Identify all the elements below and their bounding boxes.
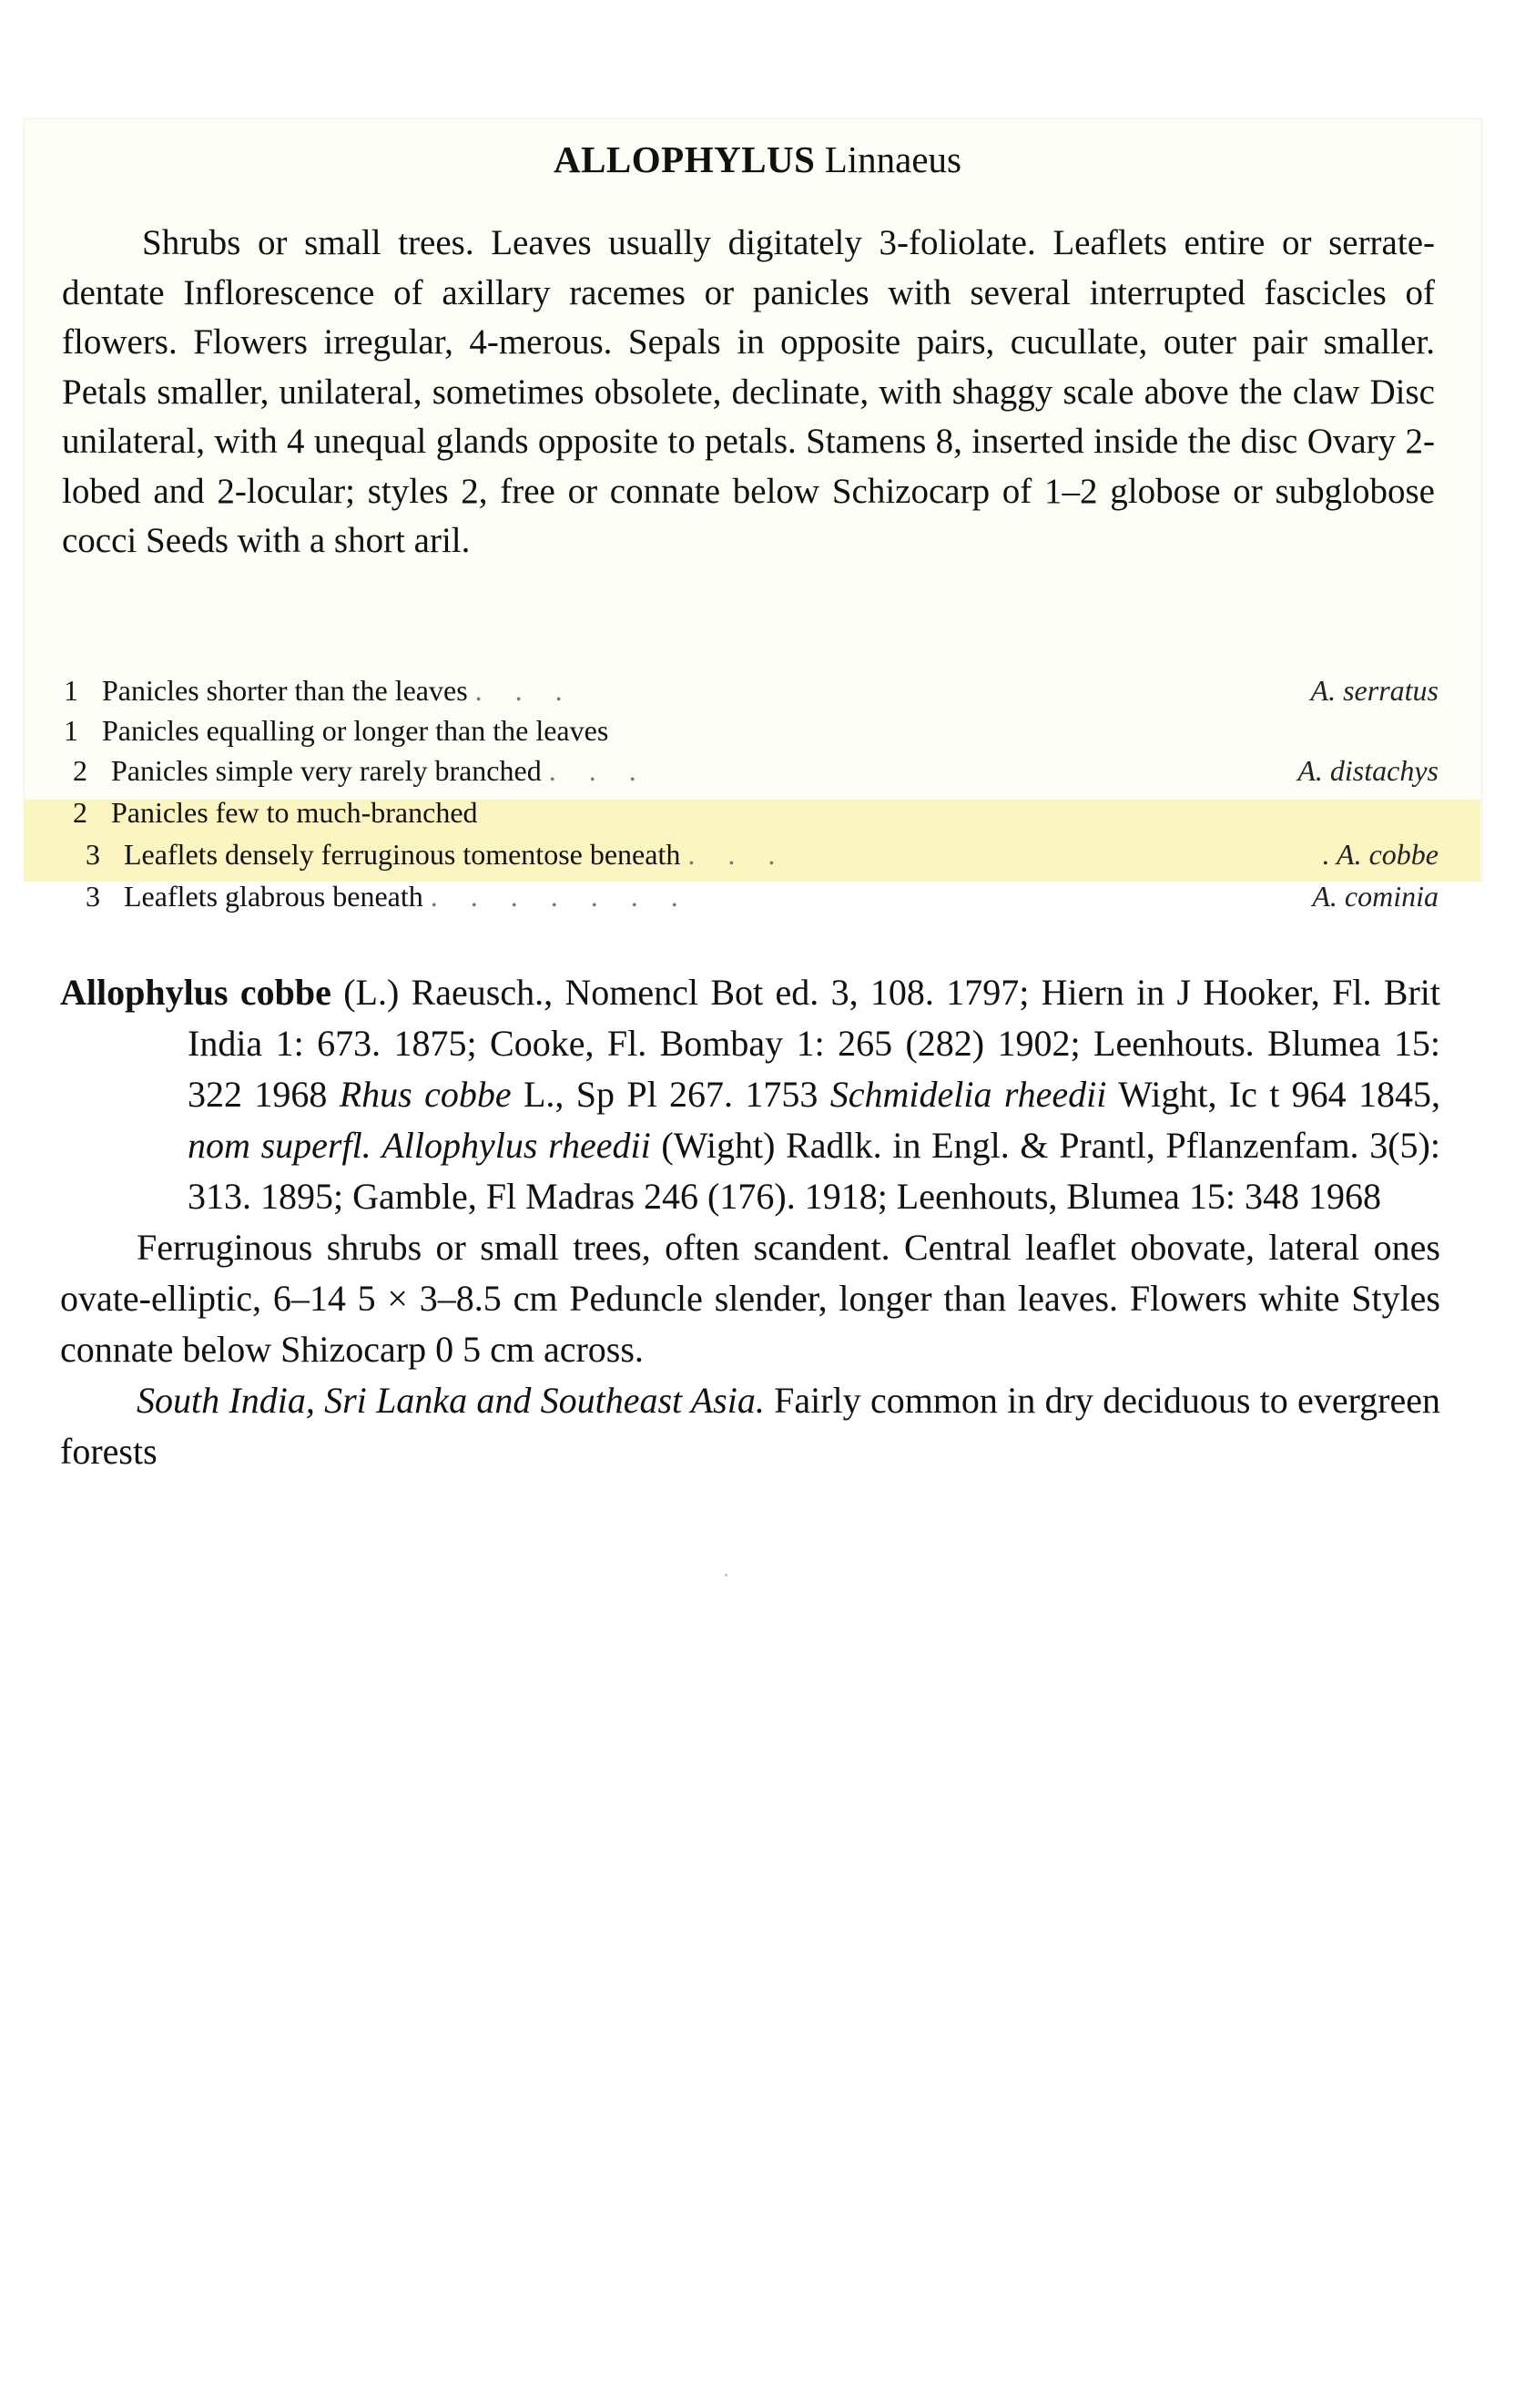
key-row — [73, 792, 1439, 832]
key-text: Panicles equalling or longer than the leaves — [102, 714, 609, 747]
key-result: A. distachys — [1297, 754, 1439, 787]
key-result: A. serratus — [1310, 674, 1439, 707]
key-row — [64, 670, 1439, 710]
key-number: 3 — [86, 838, 100, 871]
genus-heading — [0, 137, 1515, 182]
distribution-habitat: Fairly common in dry deciduous to evergreen forests — [60, 1380, 1440, 1472]
key-leader-dots: . . . . . . . — [430, 880, 691, 913]
synonym-name: Rhus cobbe — [339, 1074, 512, 1115]
key-leader-dots: . . . — [548, 754, 649, 787]
key-leader-dots: . . . — [687, 838, 788, 871]
key-result: . A. cobbe — [1322, 838, 1439, 871]
key-leader-dots: . . . — [474, 674, 575, 707]
species-name: Allophylus cobbe — [60, 972, 331, 1013]
key-number: 2 — [73, 754, 87, 787]
species-treatment — [60, 967, 1440, 1477]
key-row — [86, 834, 1439, 874]
species-distribution — [60, 1375, 1440, 1477]
key-result: A. cominia — [1312, 880, 1439, 913]
key-row — [86, 876, 1439, 916]
species-citation — [60, 967, 1440, 1222]
key-number: 1 — [64, 714, 78, 747]
key-row — [73, 750, 1439, 791]
genus-description: Shrubs or small trees. Leaves usually digitately 3-foliolate. Leaflets entire or serrate-dentate Inflorescence of axillary racemes or panicles with several interrupted fascicles of flowers. Flowers irregular, 4-merous. Sepals in opposite pairs, cucullate, outer pair smaller. Petals smaller, unilateral, sometimes obsolete, declinate, with shaggy scale above the claw Disc unilateral, with 4 unequal glands opposite to petals. Stamens 8, inserted inside the disc Ovary 2-lobed and 2-locular; styles 2, free or connate below Schizocarp of 1–2 globose or subglobose cocci Seeds with a short aril. — [62, 223, 1435, 560]
key-text: Leaflets glabrous beneath — [124, 880, 423, 913]
key-text: Panicles shorter than the leaves — [102, 674, 468, 707]
key-text: Leaflets densely ferruginous tomentose beneath — [124, 838, 681, 871]
key-number: 3 — [86, 880, 100, 913]
genus-name: ALLOPHYLUS — [553, 138, 816, 180]
synonym-name: Allophylus rheedii — [381, 1125, 651, 1166]
key-text: Panicles simple very rarely branched — [111, 754, 542, 787]
citation-text: (L.) Raeusch., Nomencl Bot ed. 3, 108. 1797; Hiern in J Hooker, Fl. Brit India 1: 673. 1875; Cooke, Fl. Bombay 1: 265 (282) 1902; Leenhouts. Blumea 15: 322 1968 — [188, 972, 1441, 1115]
key-number: 2 — [73, 796, 87, 829]
nomenclatural-note: nom superfl. — [188, 1125, 371, 1166]
key-text: Panicles few to much-branched — [111, 796, 478, 829]
distribution-region: South India, Sri Lanka and Southeast Asia. — [137, 1380, 765, 1421]
key-row — [64, 710, 1439, 750]
species-description: Ferruginous shrubs or small trees, often scandent. Central leaflet obovate, lateral ones ovate-elliptic, 6–14 5 × 3–8.5 cm Peduncle slender, longer than leaves. Flowers white Styles connate below Shizocarp 0 5 cm across. — [60, 1227, 1440, 1370]
citation-text: (Wight) Radlk. in Engl. & Prantl, Pflanzenfam. 3(5): 313. 1895; Gamble, Fl Madras 246 (176). 1918; Leenhouts, Blumea 15: 348 1968 — [188, 1125, 1440, 1217]
citation-text: L., Sp Pl 267. 1753 — [523, 1074, 819, 1115]
synonym-name: Schmidelia rheedii — [829, 1074, 1107, 1115]
citation-text: Wight, Ic t 964 1845, — [1118, 1074, 1441, 1115]
scan-speck — [725, 1574, 727, 1576]
key-number: 1 — [64, 674, 78, 707]
genus-author: Linnaeus — [824, 138, 962, 180]
